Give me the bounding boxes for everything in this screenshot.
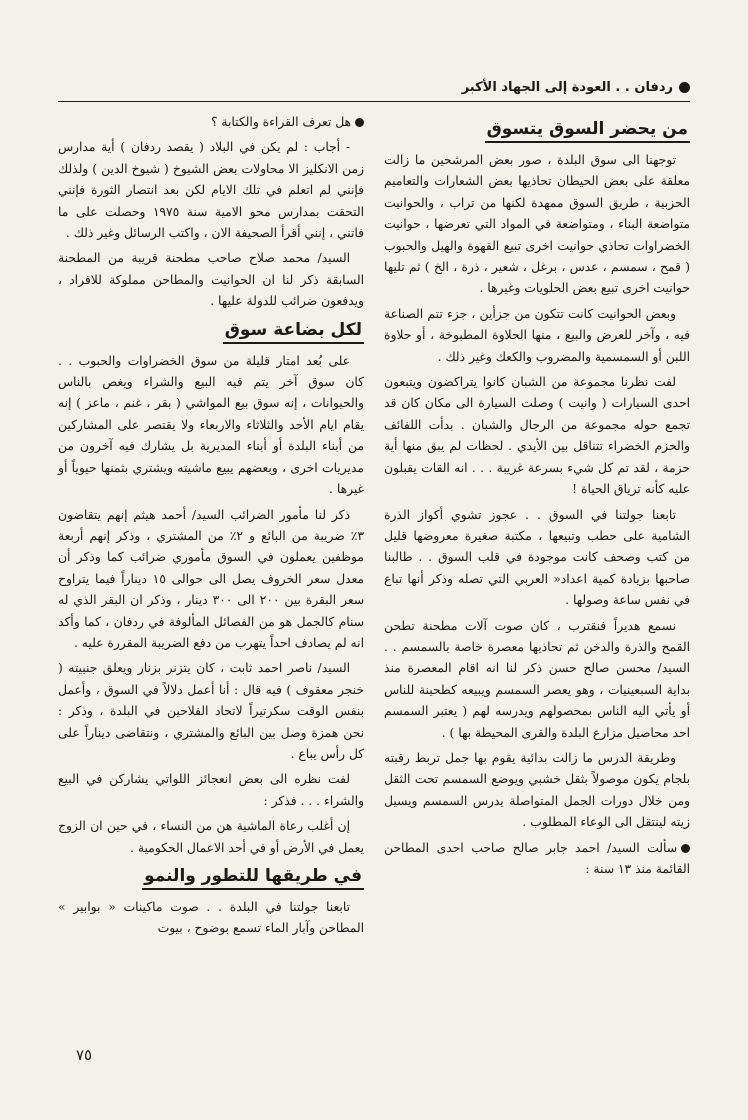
section-title-livestock: لكل بضاعة سوق <box>58 317 364 345</box>
paragraph: - أجاب : لم يكن في البلاد ( يقصد ردفان ) أية مدارس زمن الانكليز الا محاولات بعض الشيوخ ( شيوخ الدين ) ولذلك فإنني لم اتعلم في تلك الايام لكن بعد انتصار الثورة فإنني التحقت بمدارس محو الامية سنة ١٩٧٥ وحصلت على ما فاتني ، إنني أقرأ الصحيفة الان ، واكتب الرسائل وغير ذلك . <box>58 140 364 241</box>
left-column <box>58 112 364 944</box>
right-column <box>384 112 690 884</box>
running-header <box>462 80 690 95</box>
paragraph: تابعنا جولتنا في السوق . . عجوز تشوي أكواز الذرة الشامية على حطب وتبيعها ، مكتبة صغيرة معروضها قليل من كتب وصحف كانت موجودة في قلب السوق . . طالبنا صاحبها بزيادة كمية اعداد« العربي التي تصله وذكر أنها تباع في نفس ساعة وصولها . <box>384 507 690 608</box>
paragraph: على بُعد امتار قليلة من سوق الخضراوات والحبوب . . كان سوق آخر يتم فيه البيع والشراء ويغص بالناس والحيوانات ، إنه سوق بيع المواشي ( بقر ، غنم ، ماعز ) إنه يقام ايام الأحد والثلاثاء والاربعاء ولا يقتصر على المشاركين من أبناء البلدة أو أبناء المديرية بل يشارك فيه آخرون من مديريات اخرى ، وبعضهم يبيع ماشيته ويشتري بثمنها حيوياً أو غيرها . <box>58 353 364 497</box>
paragraph: نسمع هديراً فنقترب ، كان صوت آلات مطحنة تطحن القمح والذرة والدخن ثم تحاذيها معصرة خاصة بالسمسم . . السيد/ محسن صالح حسن ذكر لنا انه اقام المعصرة منذ بداية السبعينيات ، وهو يعصر السمسم ويبيعه كطحينة للناس أو يأتي اليه الناس بمحصولهم ويدرسه لهم ( يعتبر السمسم احد محاصيل مزارع البلدة والقرى المحيطة بها ) . <box>384 618 690 740</box>
paragraph: وبعض الحوانيت كانت تتكون من جزأين ، جزء تتم الصناعة فيه ، وآخر للعرض والبيع ، منها الحلاوة المطبوخة ، أو حلاوة اللبن أو السمسمية والمضروب والكعك وغير ذلك . <box>384 306 690 364</box>
ornament-icon <box>679 82 690 93</box>
question-paragraph: هل تعرف القراءة والكتابة ؟ <box>58 112 364 133</box>
page-number: ٧٥ <box>76 1046 93 1064</box>
header-rule <box>58 101 690 102</box>
running-title: ردفان . . العودة إلى الجهاد الأكبر <box>461 80 673 95</box>
paragraph: لفت نظره الى بعض انعجائز اللواتي يشاركن في البيع والشراء . . . فذكر : <box>58 772 364 808</box>
paragraph: السيد/ محمد صلاح صاحب مطحنة قريبة من المطحنة السابقة ذكر لنا ان الحوانيت والمطاحن مملوكة للافراد ، ويدفعون ضرائب للدولة عليها . <box>58 251 364 309</box>
section-title-market: من يحضر السوق يتسوق <box>384 116 690 144</box>
paragraph: تابعنا جولتنا في البلدة . . صوت ماكينات « بوابير » المطاحن وآبار الماء تسمع بوضوح ، بيوت <box>58 900 364 936</box>
paragraph: لفت نظرنا مجموعة من الشبان كانوا يتراكضون ويتبعون احدى السيارات ( وانيت ) وصلت السيارة الى مكان كان قد تجمع حوله مجموعة من الرجال والشبان . بدأت اللفائف والحزم الخضراء تتناقل بين الأيدي . لحظات لم يبق منها أية حزمة ، لقد تم كل شيء بسرعة غريبة . . . انه القات يقبلون عليه كأنه ترياق الحياة ! <box>384 375 690 497</box>
paragraph: السيد/ ناصر احمد ثابت ، كان يتزنر بزنار ويعلق جنبيته ( خنجر معقوف ) فيه قال : أنا أعمل دلالاً في السوق ، وأعمل بنفس الوقت سكرتيراً لاتحاد الفلاحين في البلدة ، وذكر : نحن همزة وصل بين البائع والمشتري ، ونتقاضى ديناراً على كل رأس يباع . <box>58 661 364 761</box>
paragraph: ذكر لنا مأمور الضرائب السيد/ أحمد هيثم إنهم يتقاضون ٣٪ ضريبة من البائع و ٢٪ من المشتري ، وذكر إنهم أربعة موظفين يعملون في السوق مأموري ضرائب كما وذكر أن معدل سعر الخروف يصل الى حوالى ١٥ ديناراً فيما يتراوح سعر البقرة بين ٢٠٠ الى ٣٠٠ دينار ، وذكر ان البقر الذي له سنام كالجمل هو من الفصائل المألوفة في ردفان ، كما وأكد انه لم يصادف احداً يتهرب من دفع الضريبة المقررة عليه . <box>58 507 365 650</box>
question-paragraph: سألت السيد/ احمد جابر صالح صاحب احدى المطاحن القائمة منذ ١٣ سنة : <box>384 840 690 876</box>
paragraph: إن أغلب رعاة الماشية هن من النساء ، في حين ان الزوج يعمل في الأرض أو في أحد الاعمال الحكومية . <box>58 819 364 855</box>
bullet-icon <box>681 844 690 853</box>
paragraph: توجهنا الى سوق البلدة ، صور بعض المرشحين ما زالت معلقة على بعض الحيطان تحاذيها بعض الشعارات والتعاميم الحزبية ، طريق السوق ممهدة لكنها من تراب ، والحوانيت متواضعة البناء ، ومتواضعة في المواد التي تعرضها ، حوانيت الخضراوات تحاذي حوانيت اخرى تبيع القهوة والهيل والحبوب ( قمح ، سمسم ، عدس ، برغل ، شعير ، ذرة ، الخ ) ثم تليها حوانيت اخرى تبيع بعض الحلويات وغيرها . <box>384 153 690 296</box>
section-title-development: في طريقها للتطور والنمو <box>58 863 364 891</box>
paragraph: وطريقة الدرس ما زالت بدائية يقوم بها جمل تربط رقبته بلجام يكون موصولاً بثقل خشبي ويوضع السمسم تحت الثقل ومن خلال دورات الجمل المتواصلة يدرس السمسم ويسيل زيته لينتقل الى الوعاء المطلوب . <box>384 750 690 830</box>
bullet-icon <box>355 118 364 127</box>
